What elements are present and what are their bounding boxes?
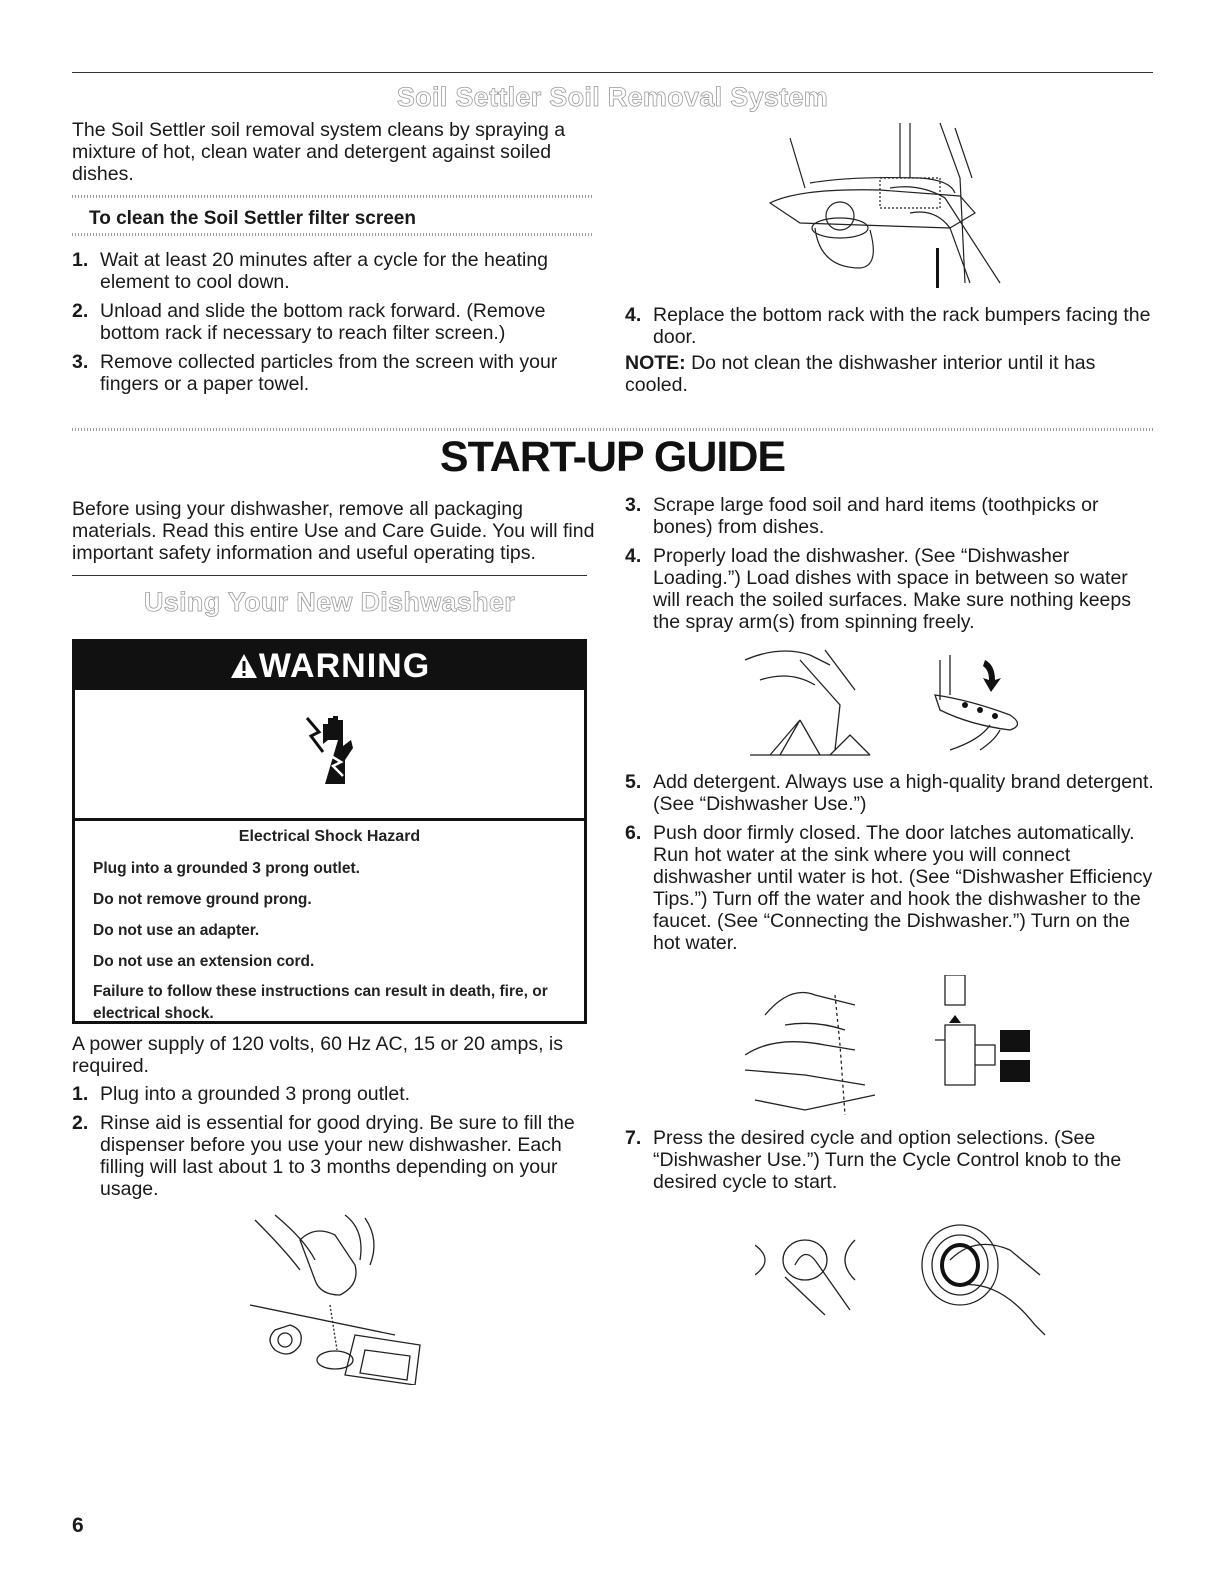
dotted-rule [72,233,592,236]
step-number: 4. [625,304,642,326]
step-number: 7. [625,1127,642,1149]
step-number: 1. [72,1083,89,1105]
cool-note [625,352,1155,396]
step-text: Replace the bottom rack with the rack bumpers facing the door. [653,304,1151,348]
warning-header-text: WARNING [258,647,431,685]
filter-step-4 [625,304,1155,355]
list-item [625,771,1155,815]
warning-line: Plug into a grounded 3 prong outlet. [93,860,360,877]
step-text: Push door firmly closed. The door latches automatically. Run hot water at the sink where you will connect dishwasher until water is hot. (See “Dishwasher Efficiency Tips.”) Turn off the water and hook the dishwasher to the faucet. (See “Connecting the Dishwasher.”) Turn on the hot water. [653,822,1153,954]
note-label: NOTE: [625,352,686,374]
warning-line: Failure to follow these instructions can result in death, fire, or electrical shock. [93,983,548,1022]
section-rule [72,575,587,576]
step-number: 3. [625,494,642,516]
step-number: 2. [72,300,89,322]
list-item [625,822,1155,954]
list-item [72,1083,592,1105]
startup-step-7 [625,1127,1155,1200]
step-number: 3. [72,351,89,373]
list-item [625,304,1155,348]
warning-box [72,639,587,1024]
step-text: Unload and slide the bottom rack forward. (Remove bottom rack if necessary to reach filter screen.) [100,300,546,344]
startup-title: START-UP GUIDE [439,433,786,481]
step-number: 5. [625,771,642,793]
warning-symbol-area [75,690,584,821]
step-number: 6. [625,822,642,844]
list-item [72,351,592,395]
top-rule [72,72,1153,73]
dotted-rule [72,195,592,198]
soil-intro: The Soil Settler soil removal system cleans by spraying a mixture of hot, clean water and detergent against soiled dishes. [72,119,566,185]
hazard-title: Electrical Shock Hazard [238,828,421,845]
using-subtitle: Using Your New Dishwasher [143,587,516,617]
warning-line: Do not remove ground prong. [93,891,312,908]
step-text: Properly load the dishwasher. (See “Dishwasher Loading.”) Load dishes with space in between so water will reach the soiled surfaces. Make sure nothing keeps the spray arm(s) from spinning freely. [653,545,1131,633]
startup-steps-5-6 [625,771,1155,961]
startup-intro: Before using your dishwasher, remove all packaging materials. Read this entire Use and Care Guide. You will find important safety information and useful operating tips. [72,498,595,564]
filter-steps [72,249,592,402]
list-item [72,1112,592,1200]
step-text: Wait at least 20 minutes after a cycle for the heating element to cool down. [100,249,549,293]
warning-header [75,642,584,690]
note-text: Do not clean the dishwasher interior until it has cooled. [625,352,1096,396]
cycle-control-illustration [755,1215,1055,1340]
step-number: 2. [72,1112,89,1134]
filter-screen-illustration [760,118,1020,290]
electric-shock-hand-icon [301,710,361,790]
power-requirement: A power supply of 120 volts, 60 Hz AC, 15 or 20 amps, is required. [72,1033,564,1077]
warning-line: Do not use an adapter. [93,922,260,939]
step-text: Plug into a grounded 3 prong outlet. [100,1083,411,1105]
warning-line: Do not use an extension cord. [93,953,315,970]
rinse-aid-illustration [245,1210,430,1385]
page-number: 6 [72,1514,84,1537]
startup-steps-3-4 [625,494,1155,640]
startup-left-steps [72,1083,592,1207]
faucet-connection-illustration [745,975,1045,1115]
step-text: Remove collected particles from the screen with your fingers or a paper towel. [100,351,558,395]
list-item [72,249,592,293]
list-item [72,300,592,344]
step-text: Scrape large food soil and hard items (toothpicks or bones) from dishes. [653,494,1099,538]
step-number: 1. [72,249,89,271]
list-item [625,545,1155,633]
step-text: Rinse aid is essential for good drying. Be sure to fill the dispenser before you use your new dishwasher. Each filling will last about 1 to 3 months depending on your usage. [100,1112,575,1200]
loading-dishes-illustration [740,640,1040,760]
dotted-rule [72,428,1153,431]
step-text: Add detergent. Always use a high-quality brand detergent. (See “Dishwasher Use.”) [653,771,1154,815]
soil-section-title: Soil Settler Soil Removal System [396,82,829,112]
list-item [625,1127,1155,1193]
step-text: Press the desired cycle and option selections. (See “Dishwasher Use.”) Turn the Cycle Control knob to the desired cycle to start. [653,1127,1122,1193]
list-item [625,494,1155,538]
step-number: 4. [625,545,642,567]
filter-subhead: To clean the Soil Settler filter screen [89,208,416,229]
alert-triangle-icon [229,652,259,680]
